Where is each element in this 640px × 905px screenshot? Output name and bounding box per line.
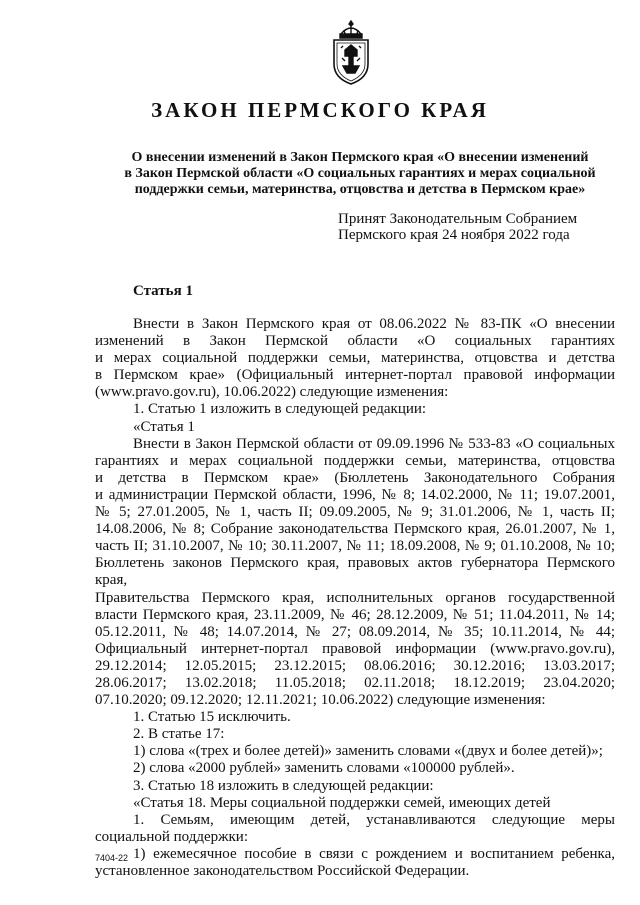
text-line: 2) слова «2000 рублей» заменить словами «100000 рублей». [133, 760, 515, 777]
text-line: № 5; 27.01.2005, № 1, часть II; 09.09.2005, № 9; 31.01.2006, № 1, часть II; [95, 504, 615, 521]
text-line: 1) ежемесячное пособие в связи с рождением и воспитанием ребенка, [133, 845, 615, 862]
subtitle-line: поддержки семьи, материнства, отцовства и детства в Пермском крае» [134, 182, 586, 197]
text-line: 05.12.2011, № 48; 14.07.2014, № 27; 08.09.2014, № 35; 10.11.2014, № 44; [95, 623, 615, 640]
text-line: социальной поддержки: [95, 828, 248, 845]
text-line: Внести в Закон Пермского края от 08.06.2022 № 83-ПК «О внесении [133, 316, 615, 332]
text-line: Правительства Пермского края, исполнительных органов государственной [95, 589, 615, 606]
text-line: «Статья 18. Меры социальной поддержки семей, имеющих детей [133, 794, 551, 811]
adoption-note [338, 211, 577, 243]
adoption-line: Пермского края 24 ноября 2022 года [338, 227, 570, 243]
text-line: 1. Статью 1 изложить в следующей редакции: [133, 401, 427, 418]
text-line: и детства в Пермском крае» (Бюллетень Законодательного Собрания [95, 469, 615, 486]
text-line: Внести в Закон Пермской области от 09.09.1996 № 533-83 «О социальных [133, 435, 615, 452]
text-line: 2. В статье 17: [133, 726, 225, 743]
law-subtitle [90, 150, 630, 198]
article-heading: Статья 1 [133, 283, 193, 299]
adoption-line: Принят Законодательным Собранием [338, 211, 578, 227]
text-line: 1. Семьям, имеющим детей, устанавливаются следующие меры [133, 811, 615, 828]
text-line: 29.12.2014; 12.05.2015; 23.12.2015; 08.06.2016; 30.12.2016; 13.03.2017; [95, 657, 615, 674]
text-line: (www.pravo.gov.ru), 10.06.2022) следующие изменения: [95, 384, 449, 401]
text-line: 28.06.2017; 13.02.2018; 11.05.2018; 02.11.2018; 18.12.2019; 23.04.2020; [95, 674, 615, 691]
text-line: Бюллетень законов Пермского края, правовых актов губернатора Пермского края, [95, 555, 615, 589]
text-line: изменений в Закон Пермской области «О социальных гарантиях [95, 333, 615, 350]
text-line: 1. Статью 15 исключить. [133, 709, 291, 726]
coat-of-arms-emblem [331, 20, 371, 86]
document-code: 7404-22 [95, 853, 129, 863]
text-line: 07.10.2020; 09.12.2020; 12.11.2021; 10.06.2022) следующие изменения: [95, 692, 546, 709]
text-line: и администрации Пермской области, 1996, № 8; 14.02.2000, № 11; 19.07.2001, [95, 486, 615, 503]
text-line: установленное законодательством Российской Федерации. [95, 863, 470, 879]
subtitle-line: в Закон Пермской области «О социальных гарантиях и мерах социальной [124, 166, 596, 181]
text-line: в Пермском крае» (Официальный интернет-портал правовой информации [95, 367, 615, 384]
text-line: и мерах социальной поддержки семьи, материнства, отцовства и детства [95, 350, 615, 367]
text-line: «Статья 1 [133, 418, 195, 435]
article-body [95, 316, 615, 880]
law-title: ЗАКОН ПЕРМСКОГО КРАЯ [151, 98, 489, 122]
text-line: власти Пермского края, 23.11.2009, № 46; 28.12.2009, № 51; 11.04.2011, № 14; [95, 606, 615, 623]
text-line: 14.08.2006, № 8; Собрание законодательства Пермского края, 26.01.2007, № 1, [95, 521, 615, 538]
subtitle-line: О внесении изменений в Закон Пермского края «О внесении изменений [131, 150, 589, 165]
text-line: Официальный интернет-портал правовой информации (www.pravo.gov.ru), [95, 640, 615, 657]
text-line: гарантиях и мерах социальной поддержки семьи, материнства, отцовства [95, 452, 615, 469]
text-line: 1) слова «(трех и более детей)» заменить словами «(двух и более детей)»; [133, 743, 603, 760]
text-line: часть II; 31.10.2007, № 10; 30.11.2007, № 11; 18.09.2008, № 9; 01.10.2008, № 10; [95, 538, 615, 555]
text-line: 3. Статью 18 изложить в следующей редакции: [133, 777, 434, 794]
